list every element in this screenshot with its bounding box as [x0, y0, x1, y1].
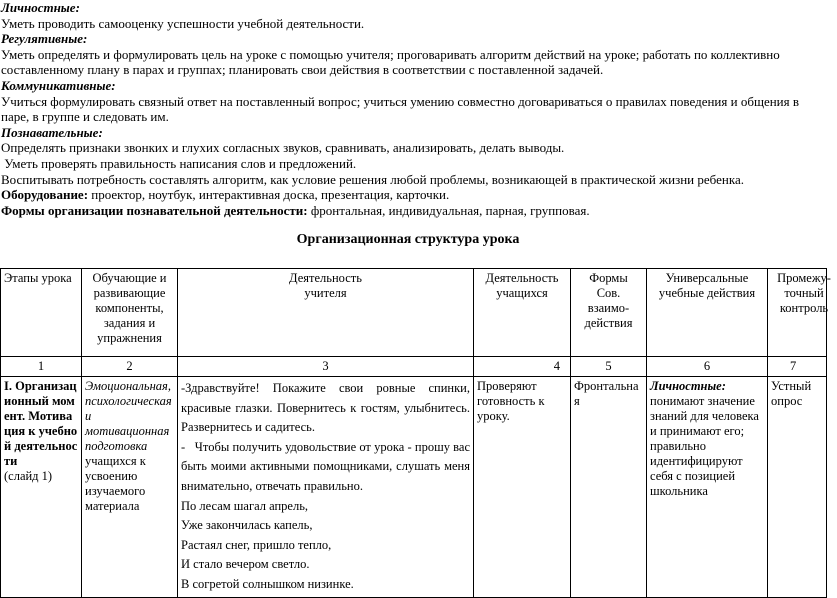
uud-text: понимают значение знаний для человека и принимают его; правильно идентифицируют себя с позицией школьника: [650, 394, 759, 498]
teacher-line-7: В согретой солнышком низинке.: [181, 576, 354, 591]
equipment-line: [1, 187, 813, 203]
teacher-line-3: По лесам шагал апрель,: [181, 498, 309, 513]
uud-heading: Личностные:: [650, 379, 726, 393]
equipment-label: Оборудование:: [1, 187, 89, 203]
stage-slide: (слайд 1): [4, 469, 53, 483]
teacher-line-1: -Здравствуйте! Покажите свои ровные спинки, красивые глазки. Повернитесь к гостям, улыбнитесь. Развернитесь и садитесь.: [181, 381, 470, 435]
table-header-row: [1, 269, 827, 357]
personal-heading: Личностные:: [1, 0, 80, 15]
forms-cell: Фронтальная: [571, 377, 647, 598]
forms-line: [1, 203, 813, 219]
cognitive-line-3: Воспитывать потребность составлять алгоритм, как условие решения любой проблемы, возникающей в практической жизни ребенка.: [1, 171, 744, 187]
forms-text: фронтальная, индивидуальная, парная, групповая.: [307, 202, 590, 218]
stage-cell: [1, 377, 82, 598]
equipment-text: проектор, ноутбук, интерактивная доска, презентация, карточки.: [88, 187, 450, 203]
components-cell: [82, 377, 178, 598]
teacher-cell: [178, 377, 474, 598]
page-title: Организационная структура урока: [296, 232, 520, 247]
personal-text: Уметь проводить самооценку успешности учебной деятельности.: [1, 15, 365, 31]
teacher-line-6: И стало вечером светло.: [181, 557, 310, 572]
col-number-1: 1: [1, 357, 82, 377]
header-students: Деятельность учащихся: [474, 269, 571, 357]
col-number-2: 2: [82, 357, 178, 377]
cognitive-line-1: Определять признаки звонких и глухих согласных звуков, сравнивать, анализировать, делать выводы.: [1, 140, 565, 156]
regulative-text: Уметь определять и формулировать цель на уроке с помощью учителя; проговаривать алгоритм действий на уроке; работать по коллективно составленному плану в парах и группах; планировать свои действия в соответствии с поставленной задачей.: [1, 46, 780, 78]
uud-cell: [647, 377, 768, 598]
header-stages: Этапы урока: [1, 269, 82, 357]
table-row: [1, 377, 827, 598]
header-forms: Формы Сов. взаимо-действия: [571, 269, 647, 357]
cognitive-line-2: Уметь проверять правильность написания слов и предложений.: [1, 155, 357, 171]
header-teacher: Деятельность учителя: [178, 269, 474, 357]
components-italic: Эмоциональная, психологическая и мотивационная подготовка: [85, 379, 172, 453]
regulative-heading: Регулятивные:: [1, 31, 88, 47]
col-number-3: 3: [178, 357, 474, 377]
header-components: Обучающие и развивающие компоненты, задания и упражнения: [82, 269, 178, 357]
forms-label: Формы организации познавательной деятельности:: [1, 202, 308, 218]
teacher-line-2: - Чтобы получить удовольствие от урока - прошу вас быть моими активными помощниками, слушать меня внимательно, отвечать правильно.: [181, 439, 474, 493]
header-uud: Универсальные учебные действия: [647, 269, 768, 357]
communicative-heading: Коммуникативные:: [1, 77, 116, 93]
col-number-5: 5: [571, 357, 647, 377]
stage-name: I. Организационный момент. Мотивация к учебной деятельности: [4, 379, 78, 468]
students-cell: Проверяют готовность к уроку.: [474, 377, 571, 598]
lesson-structure-table: [0, 268, 831, 598]
table-number-row: [1, 357, 827, 377]
teacher-line-5: Растаял снег, пришло тепло,: [181, 537, 332, 552]
teacher-line-4: Уже закончилась капель,: [181, 518, 313, 533]
cognitive-heading: Познавательные:: [1, 124, 103, 140]
col-number-4: 4: [474, 357, 571, 377]
col-number-7: 7: [768, 357, 827, 377]
communicative-text: Учиться формулировать связный ответ на поставленный вопрос; учиться умению совместно договариваться о правилах поведения и общения в паре, в группе и следовать им.: [1, 93, 800, 125]
header-control: Промежу-точный контроль: [768, 269, 827, 357]
col-number-6: 6: [647, 357, 768, 377]
components-text: учащихся к усвоению изучаемого материала: [85, 454, 146, 513]
control-cell: Устный опрос: [768, 377, 827, 598]
lesson-objectives: [1, 0, 813, 218]
